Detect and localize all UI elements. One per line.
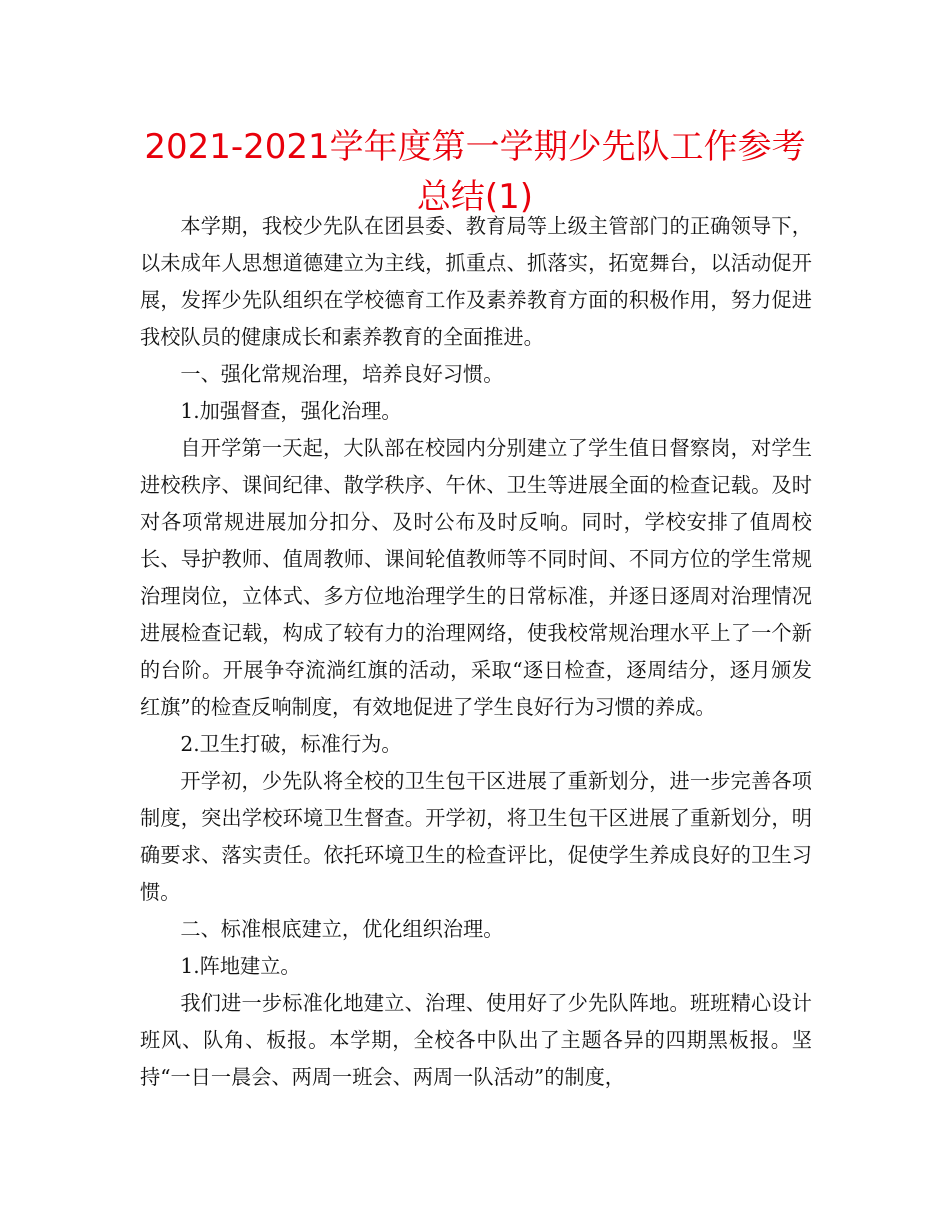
document-body xyxy=(140,208,812,1096)
section-heading: 一、强化常规治理，培养良好习惯。 xyxy=(180,362,504,386)
subsection-heading: 2.卫生打破，标准行为。 xyxy=(180,732,402,756)
subsection-heading: 1.加强督查，强化治理。 xyxy=(180,399,402,423)
paragraph: 本学期，我校少先队在团县委、教育局等上级主管部门的正确领导下，以未成年人思想道德建立为主线，抓重点、抓落实，拓宽舞台，以活动促开展，发挥少先队组织在学校德育工作及素养教育方面的积极作用，努力促进我校队员的健康成长和素养教育的全面推进。 xyxy=(140,214,812,349)
paragraph: 我们进一步标准化地建立、治理、使用好了少先队阵地。班班精心设计班风、队角、板报。本学期，全校各中队出了主题各异的四期黑板报。坚持“一日一晨会、两周一班会、两周一队活动”的制度， xyxy=(140,991,812,1089)
subsection-heading: 1.阵地建立。 xyxy=(180,954,301,978)
document-title: 2021-2021学年度第一学期少先队工作参考总结(1) xyxy=(144,127,806,217)
section-heading: 二、标准根底建立，优化组织治理。 xyxy=(180,917,504,941)
paragraph: 自开学第一天起，大队部在校园内分别建立了学生值日督察岗，对学生进校秩序、课间纪律、散学秩序、午休、卫生等进展全面的检查记载。及时对各项常规进展加分扣分、及时公布及时反响。同时，学校安排了值周校长、导护教师、值周教师、课间轮值教师等不同时间、不同方位的学生常规治理岗位，立体式、多方位地治理学生的日常标准，并逐日逐周对治理情况进展检查记载，构成了较有力的治理网络，使我校常规治理水平上了一个新的台阶。开展争夺流淌红旗的活动，采取“逐日检查，逐周结分，逐月颁发红旗”的检查反响制度，有效地促进了学生良好行为习惯的养成。 xyxy=(140,436,812,719)
paragraph: 开学初，少先队将全校的卫生包干区进展了重新划分，进一步完善各项制度，突出学校环境卫生督查。开学初，将卫生包干区进展了重新划分，明确要求、落实责任。依托环境卫生的检查评比，促使学生养成良好的卫生习惯。 xyxy=(140,769,812,904)
